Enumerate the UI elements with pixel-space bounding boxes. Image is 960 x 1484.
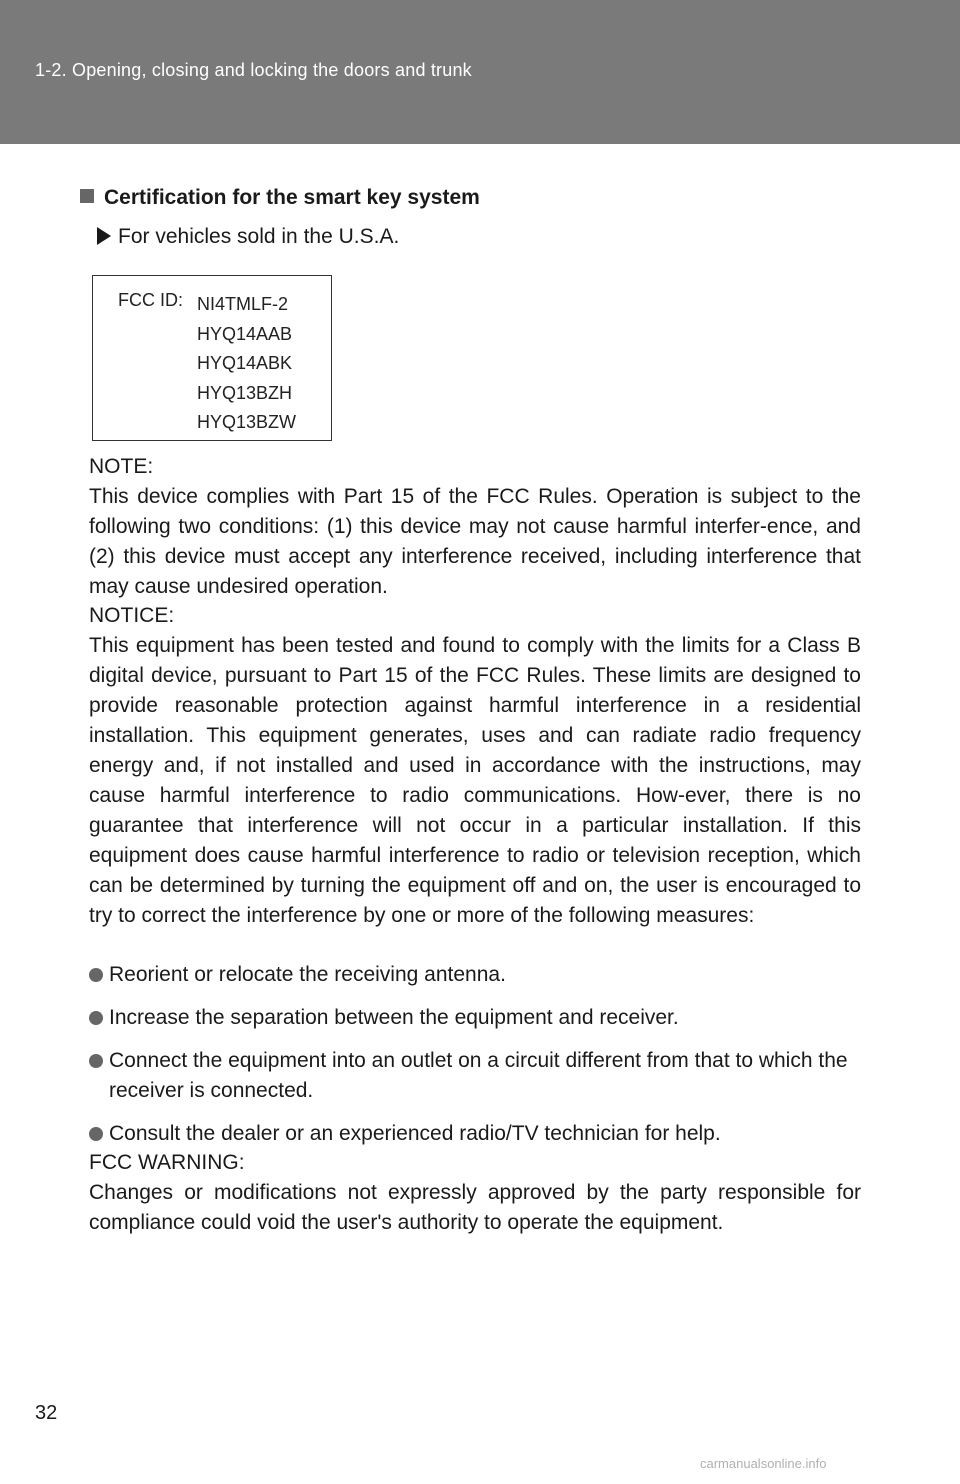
fcc-id-list [197,290,296,438]
fcc-id-item: HYQ13BZW [197,412,297,432]
notice-paragraph [89,601,861,931]
list-item [89,1046,861,1106]
list-item [89,960,861,990]
subheading [97,225,399,249]
fcc-id-item: HYQ14ABK [197,353,293,373]
list-item [89,1003,861,1033]
fcc-id-box [92,275,332,441]
list-item-text: Consult the dealer or an experienced radio/TV technician for help. [109,1122,721,1145]
fcc-id-label: FCC ID: [118,290,183,310]
warning-text: Changes or modifications not expressly approved by the party responsible for compliance could void the user's authority to operate the equipment. [89,1181,861,1234]
section-title [80,186,480,210]
chapter-title: 1-2. Opening, closing and locking the doors and trunk [35,60,472,80]
circle-bullet-icon [89,968,103,982]
notice-heading: NOTICE: [89,604,175,627]
section-title-text: Certification for the smart key system [104,186,480,209]
watermark: carmanualsonline.info [700,1456,827,1471]
subheading-text: For vehicles sold in the U.S.A. [118,225,400,248]
fcc-id-item: NI4TMLF-2 [197,294,289,314]
page-number: 32 [35,1402,58,1424]
list-item-text: Connect the equipment into an outlet on a circuit different from that to which the receiver is connected. [109,1049,848,1102]
measures-list [89,960,861,1162]
list-item [89,1119,861,1149]
note-text: This device complies with Part 15 of the FCC Rules. Operation is subject to the following two conditions: (1) this device may not cause harmful interfer-ence, and (2) this device must accept any interference received, including interference that may cause undesired operation. [89,485,861,598]
fcc-id-item: HYQ14AAB [197,323,293,344]
fcc-id-item: HYQ13BZH [197,382,293,403]
list-item-text: Reorient or relocate the receiving antenna. [109,963,506,986]
warning-heading: FCC WARNING: [89,1151,245,1174]
square-bullet-icon [80,189,94,203]
triangle-arrow-icon [97,227,111,245]
fcc-warning-paragraph [89,1148,861,1238]
note-paragraph [89,452,861,602]
circle-bullet-icon [89,1011,103,1025]
circle-bullet-icon [89,1054,103,1068]
note-heading: NOTE: [89,455,154,478]
page-header [0,0,960,144]
list-item-text: Increase the separation between the equipment and receiver. [109,1006,679,1029]
notice-text: This equipment has been tested and found to comply with the limits for a Class B digital device, pursuant to Part 15 of the FCC Rules. These limits are designed to provide reasonable protection against harmful interference in a residential installation. This equipment generates, uses and can radiate radio frequency energy and, if not installed and used in accordance with the instructions, may cause harmful interference to radio communications. How-ever, there is no guarantee that interference will not occur in a particular installation. If this equipment does cause harmful interference to radio or television reception, which can be determined by turning the equipment off and on, the user is encouraged to try to correct the interference by one or more of the following measures: [89,634,861,927]
circle-bullet-icon [89,1127,103,1141]
